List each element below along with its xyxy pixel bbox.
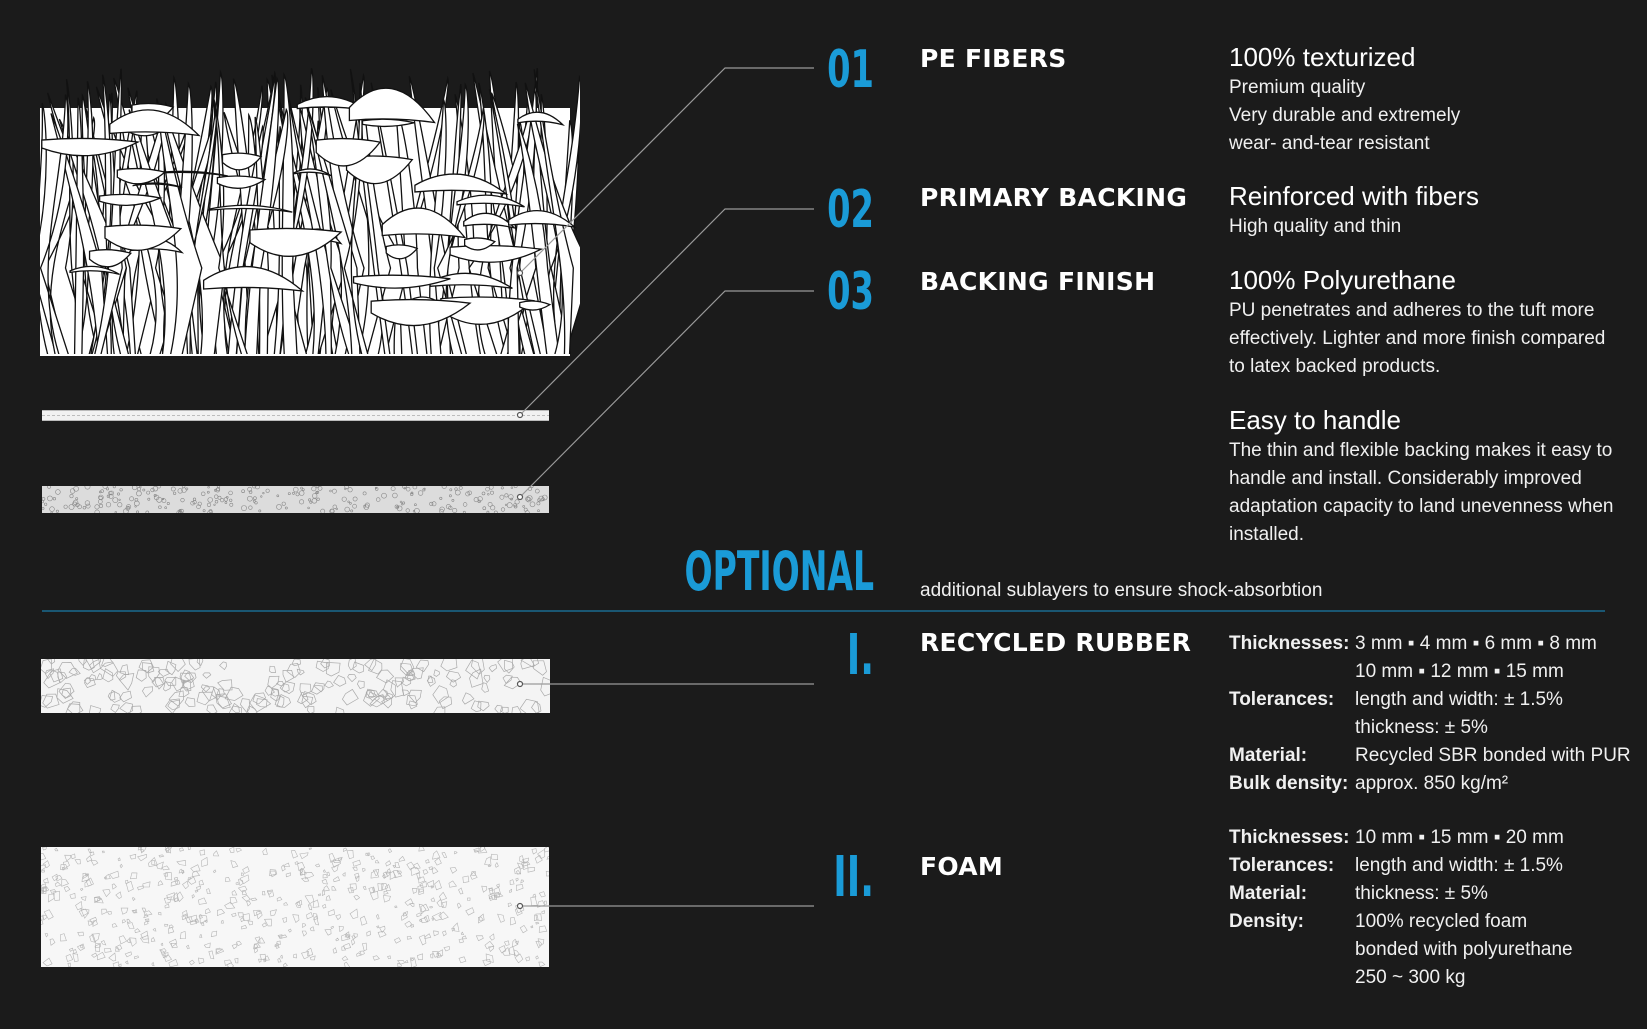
layer-title-01: 100% texturized [1229, 42, 1416, 72]
spec-key [1229, 936, 1355, 964]
layer-title-03: 100% Polyurethane [1229, 265, 1456, 295]
desc-line: adaptation capacity to land unevenness when [1229, 496, 1614, 517]
spec-row [1229, 824, 1573, 852]
desc-line: effectively. Lighter and more finish compared [1229, 328, 1606, 349]
sublayer-name-foam: FOAM [920, 852, 1004, 881]
spec-value: thickness: ± 5% [1355, 717, 1488, 738]
spec-row [1229, 714, 1631, 742]
sublayer-specs-I [1229, 630, 1631, 798]
spec-key: Material: [1229, 883, 1308, 904]
spec-key: Tolerances: [1229, 855, 1335, 876]
layer-number-02: 02 [827, 180, 874, 240]
spec-value: Recycled SBR bonded with PUR [1355, 745, 1631, 766]
spec-key [1229, 658, 1355, 686]
desc-line: Very durable and extremely [1229, 105, 1461, 126]
desc-line: Premium quality [1229, 77, 1366, 98]
spec-value: 3 mm ▪ 4 mm ▪ 6 mm ▪ 8 mm [1355, 633, 1597, 654]
spec-row [1229, 630, 1631, 658]
layer-desc-02 [1229, 213, 1401, 241]
desc-line: PU penetrates and adheres to the tuft more [1229, 300, 1595, 321]
spec-row [1229, 880, 1573, 908]
leader-line-01 [520, 68, 814, 273]
spec-value: 10 mm ▪ 12 mm ▪ 15 mm [1355, 661, 1564, 682]
leader-line-03 [520, 291, 814, 497]
desc-line: The thin and flexible backing makes it easy to [1229, 440, 1613, 461]
desc-line: wear- and-tear resistant [1229, 133, 1430, 154]
leader-dot-02 [518, 413, 523, 418]
leader-dot-03 [518, 495, 523, 500]
sublayer-name-recycled-rubber: RECYCLED RUBBER [920, 628, 1192, 657]
spec-key [1229, 964, 1355, 992]
sublayer-number-I: I. [846, 623, 874, 688]
spec-value: 100% recycled foam [1355, 911, 1528, 932]
optional-label: OPTIONAL [684, 540, 874, 603]
desc-line: High quality and thin [1229, 216, 1402, 237]
spec-row [1229, 908, 1573, 936]
layer-name-backing-finish: BACKING FINISH [920, 267, 1156, 296]
spec-value: 250 ~ 300 kg [1355, 967, 1466, 988]
optional-note: additional sublayers to ensure shock-absorbtion [920, 580, 1323, 601]
spec-key: Density: [1229, 911, 1304, 932]
leader-line-02 [520, 209, 814, 415]
spec-row [1229, 770, 1631, 798]
spec-value: approx. 850 kg/m² [1355, 773, 1509, 794]
spec-value: 10 mm ▪ 15 mm ▪ 20 mm [1355, 827, 1564, 848]
layer-desc-03-secondary [1229, 437, 1614, 549]
spec-key: Bulk density: [1229, 773, 1349, 794]
layer-title-03-secondary: Easy to handle [1229, 405, 1402, 435]
layer-title-02: Reinforced with fibers [1229, 181, 1479, 211]
spec-key: Tolerances: [1229, 689, 1335, 710]
sublayer-number-II: II. [833, 845, 874, 910]
spec-key: Thicknesses: [1229, 827, 1350, 848]
spec-key: Thicknesses: [1229, 633, 1350, 654]
spec-value: length and width: ± 1.5% [1355, 855, 1563, 876]
spec-row [1229, 686, 1631, 714]
spec-row [1229, 852, 1573, 880]
spec-row [1229, 936, 1573, 964]
layer-desc-03 [1229, 297, 1605, 381]
layer-desc-01 [1229, 74, 1460, 158]
spec-value: bonded with polyurethane [1355, 939, 1573, 960]
desc-line: installed. [1229, 524, 1304, 545]
spec-row [1229, 964, 1573, 992]
spec-key: Material: [1229, 745, 1308, 766]
layer-number-01: 01 [827, 40, 874, 100]
layer-name-primary-backing: PRIMARY BACKING [920, 183, 1188, 212]
desc-line: handle and install. Considerably improved [1229, 468, 1582, 489]
leader-dot-01 [518, 271, 523, 276]
sublayer-specs-II [1229, 824, 1573, 992]
spec-value: length and width: ± 1.5% [1355, 689, 1563, 710]
layer-number-03: 03 [827, 262, 874, 322]
spec-row [1229, 658, 1631, 686]
layer-name-pe-fibers: PE FIBERS [920, 44, 1067, 73]
spec-value: thickness: ± 5% [1355, 883, 1488, 904]
leader-dot-I [518, 682, 523, 687]
desc-line: to latex backed products. [1229, 356, 1441, 377]
spec-row [1229, 742, 1631, 770]
spec-key [1229, 714, 1355, 742]
leader-dot-II [518, 904, 523, 909]
